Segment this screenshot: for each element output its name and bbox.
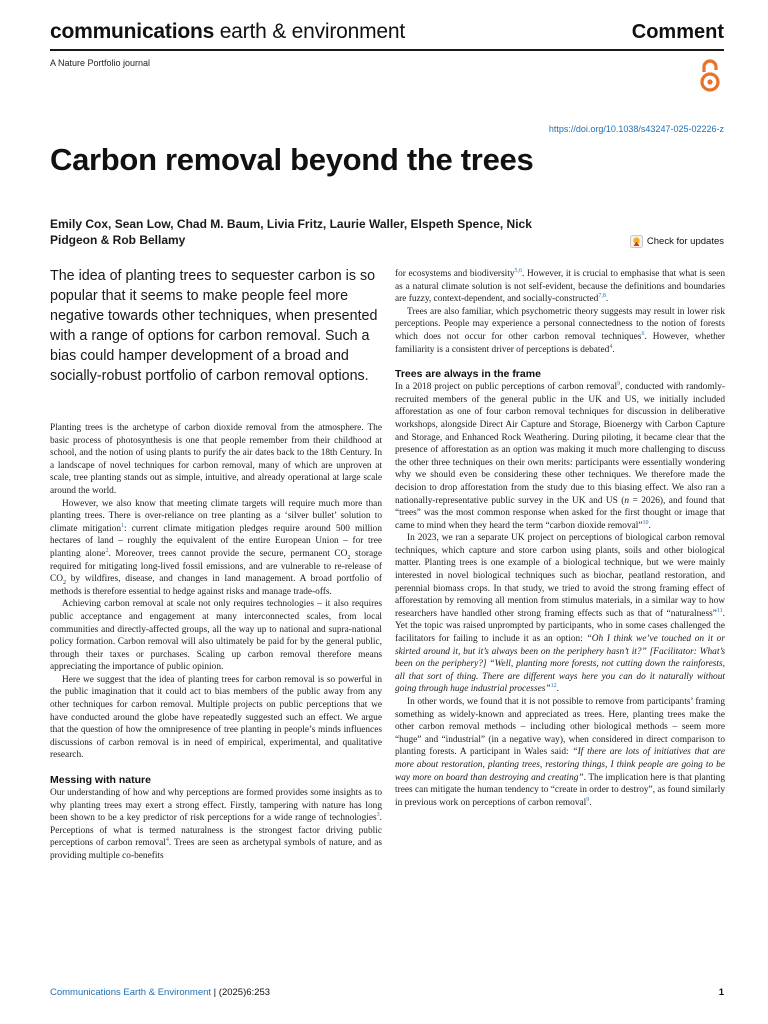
citation-link[interactable]: 12 [550,683,557,690]
citation-link[interactable]: 3 [376,812,380,819]
check-updates-label: Check for updates [646,236,724,247]
section-heading: Messing with nature [50,774,151,787]
journal-name-rest: earth & environment [219,20,406,43]
citation-link[interactable]: 1 [121,522,125,529]
paragraph: Achieving carbon removal at scale not only requires technologies – it also requires public acceptance and engagement at many interconnected scales, from local communities and directly-affected groups, all the way up to national and supra-national policy formation. Carbon removal will also ultimately be paid for by the general public, through their taxes or purchases. Scaling up carbon removal therefore means appreciating the importance of public opinion. [50,599,382,673]
article-title: Carbon removal beyond the trees [50,142,534,177]
check-for-updates-button[interactable] [630,235,724,248]
article-type: Comment [631,21,724,43]
paragraph: Planting trees is the archetype of carbon dioxide removal from the atmosphere. The basic process of photosynthesis is one that people remember from their childhood at school, and the notion of using plants to purify the air dates back to the 18th Century. In a landscape of novel techniques for carbon removal, many of which are unproven at scale, tree planting stands out as simple, intuitive, and already operational at large scale around the world. [50,423,382,496]
paragraph: Our understanding of how and why perceptions are formed provides some insights as to why planting trees may exert a strong effect. Firstly, tampering with nature has long been shown to be a key predictor of risk perceptions for a wide range of technologies$^3$. Perceptions of what is termed naturalness is the strongest factor driving public perceptions of carbon removal$^4$. Trees are seen as archetypal symbols of nature, and as providing multiple co-benefits [50,788,382,861]
open-access-icon[interactable] [698,58,722,94]
paragraph: In a 2018 project on public perceptions of carbon removal$^9$, conducted with randomly-recruited members of the general public in the UK and US, we initially included afforestation as one of four carbon removal techniques for discussion in deliberative workshops, alongside Direct Air Capture and Storage, Bioenergy with Carbon Capture and Storage, and Enhanced Rock Weathering. During piloting, it became clear that the presence of afforestation as an option was making it much more challenging to discuss the other three techniques on their own merits: participants were essentially wondering why we should even be considering these other techniques. We therefore made the decision to drop afforestation from the study due to this biasing effect. We also ran a nationally-representative public survey in the UK and US (n = 2026), and found that “trees” was the most common response when asked for the first thought or image that came to mind when they heard the term “carbon dioxide removal”$^{10}$. [395,381,726,531]
citation-link[interactable]: 2 [105,547,109,554]
doi-link[interactable]: https://doi.org/10.1038/s43247-025-02226-z [548,124,724,134]
standfirst: The idea of planting trees to sequester carbon is so popular that it seems to make people feel more negative towards other techniques, when presented with a range of options for carbon removal. Such a bias could hamper development of a broad and socially-robust portfolio of carbon removal options. [50,268,378,384]
header-rule [50,49,724,51]
footer-journal-link[interactable]: Communications Earth & Environment [50,987,212,998]
footer-volume: | (2025)6:253 [211,987,271,998]
citation-link[interactable]: 4 [609,343,613,350]
citation-link[interactable]: 6 [641,330,645,337]
footer-citation [50,987,270,998]
check-updates-icon [630,235,643,248]
body-column-right [395,268,725,809]
citation-link[interactable]: 9 [617,381,621,388]
body-column-left [50,422,382,863]
paragraph: Here we suggest that the idea of planting trees for carbon removal is so powerful in the public imagination that it could act to bias members of the public away from any other techniques for carbon removal. Multiple projects on public perceptions that we have conducted around the globe have repeatedly suggested such an effect. We argue that the question of how the omnipresence of tree planting in people’s minds influences discussions of carbon removal is in need of empirical, experimental, and qualitative research. [50,674,382,761]
journal-name [50,20,405,44]
journal-name-bold: communications [50,20,215,43]
publisher-line: A Nature Portfolio journal [50,58,151,68]
citation-link[interactable]: 9 [586,796,590,803]
section-heading: Trees are always in the frame [395,368,541,381]
quote: “Oh I think we’ve touched on it or skirted around it, but it’s always been on the periphery hasn’t it?” [Facilitator: What’s been on the periphery?] “Well, planting more forests, not cutting down the rainforests, all that sort of thing. There are different ways here you can do it naturally without going through huge industrial processes” [395,634,725,695]
paragraph: However, we also know that meeting climate targets will require much more than planting trees. There is over-reliance on tree planting as a ‘silver bullet’ solution to climate mitigation$^1$: current climate mitigation pledges require around 500 million hectares of land – roughly the equivalent of the entire European Union – for tree planting alone$^2$. Moreover, trees cannot provide the secure, permanent $CO_2$ storage required for mitigating long-lived fossil emissions, and are vulnerable to re-release of $CO_2$ by wildfires, disease, and changes in land management. A broad portfolio of methods is therefore essential to hedge against risks and manage trade-offs. [50,498,382,597]
paragraph: for ecosystems and biodiversity$^{5,6}$. However, it is crucial to emphasise that what is seen as a natural climate solution is not self-evident, because the definitions and boundaries are fuzzy, context-dependent, and socially-constructed$^{7,8}$. [395,267,725,305]
citation-link[interactable]: 7,8 [598,293,606,300]
paragraph: In other words, we found that it is not possible to remove from participants’ framing something as widely-known and appreciated as trees. Here, planting trees make the other carbon removal methods – including other biological methods – seem more “huge” and “industrial” (in a negative way), when considered in direct comparison to planting forests. A participant in Wales said: “If there are lots of initiatives that are more about restoration, planting trees, restoring things, I think people are going to be way more on board than destroying and creating”. The implication here is that planting trees can mitigate the human tendency to “create in order to destroy”, as found similarly in previous work on perceptions of carbon removal$^9$. [395,697,725,808]
paragraph: Trees are also familiar, which psychometric theory suggests may result in lower risk perceptions. People may experience a personal connectedness to the notion of forests which does not occur for other carbon removal techniques$^6$. However, whether familiarity is a consistent driver of perceptions is debated$^4$. [395,306,725,355]
author-list: Emily Cox, Sean Low, Chad M. Baum, Livia Fritz, Laurie Waller, Elspeth Spence, Nick Pidgeon & Rob Bellamy [50,217,532,247]
paragraph: In 2023, we ran a separate UK project on perceptions of biological carbon removal techniques, which capture and store carbon using plants, soils and other biological matter. Planting trees is one example of a biological technique, but we were mainly interested in novel biological techniques such as biochar, peatland restoration, and perennial biomass crops. In that study, we tried to avoid the strong framing effect of afforestation by removing all mention from stimulus materials, in a similar way to how researchers have handled other strong framing effects such as that of “naturalness”$^{11}$. Yet the topic was raised unprompted by participants, who in some cases challenged the facilitators for failing to include it as an option: “Oh I think we’ve touched on it or skirted around it, but it’s always been on the periphery hasn’t it?” [Facilitator: What’s been on the periphery?] “Well, planting more forests, not cutting down the rainforests, all that sort of thing. There are different ways here you can do it naturally without going through huge industrial processes”$^{12}$. [395,533,725,695]
citation-link[interactable]: 10 [642,519,649,526]
citation-link[interactable]: 5,6 [514,267,523,274]
quote: “If there are lots of initiatives that are more about restoration, planting trees, restoring things, I think people are going to be way more on board than destroying and creating” [395,747,725,783]
page-number: 1 [718,987,724,998]
citation-link[interactable]: 4 [165,837,169,844]
citation-link[interactable]: 11 [716,607,723,614]
